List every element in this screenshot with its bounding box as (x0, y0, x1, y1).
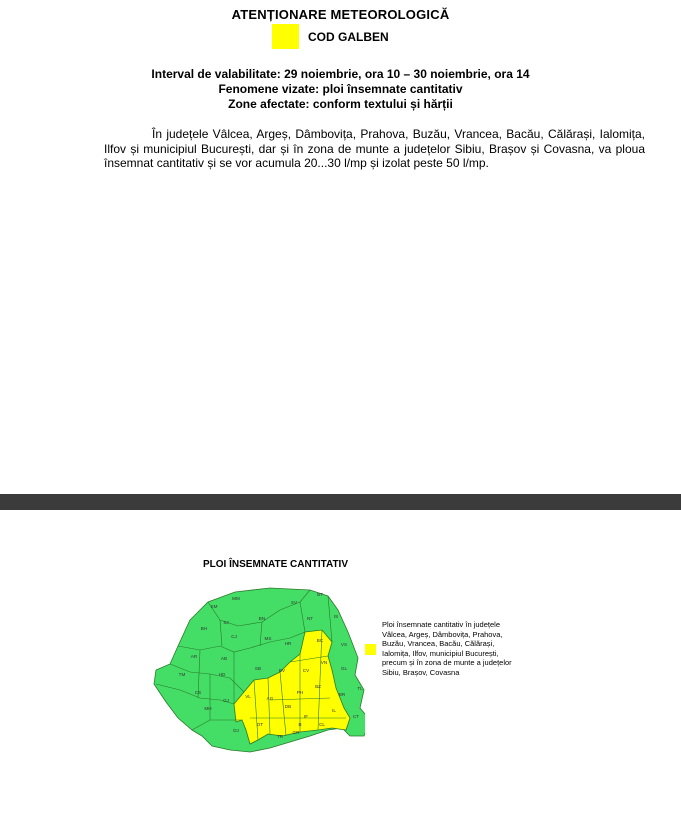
county-code: IL (332, 708, 336, 713)
legend-yellow-swatch (365, 644, 376, 655)
map-page (0, 510, 681, 818)
county-code: GJ (223, 698, 229, 703)
county-code: AB (220, 656, 228, 661)
document-title: ATENȚIONARE METEOROLOGICĂ (231, 7, 450, 22)
county-code: TR (276, 734, 284, 739)
legend-text: Ploi însemnate cantitativ în județele Vâlcea, Argeș, Dâmbovița, Prahova, Buzău, Vrancea, Bacău, Călărași, Ialomița, Ilfov, municipiul București, precum și în zona de munte a județelor Sibiu, Brașov, Covasna (382, 620, 512, 677)
county-code: HR (284, 641, 292, 646)
code-row (0, 24, 681, 50)
county-code: SJ (223, 620, 229, 625)
county-code: MS (264, 636, 272, 641)
county-code: OT (256, 722, 264, 727)
county-code: SV (290, 600, 298, 605)
map-title: PLOI ÎNSEMNATE CANTITATIV (203, 559, 348, 570)
county-code: CL (319, 722, 325, 727)
county-code: TL (357, 686, 363, 691)
county-code: BT (317, 592, 323, 597)
county-code: TM (178, 672, 186, 677)
county-code: BZ (315, 684, 321, 689)
county-code: CJ (231, 634, 237, 639)
county-code: VN (320, 660, 328, 665)
county-code: AG (266, 696, 274, 701)
county-code: IS (333, 614, 339, 619)
county-code: GL (340, 666, 348, 671)
code-label: COD GALBEN (308, 30, 389, 44)
county-code: PH (296, 690, 304, 695)
page-divider (0, 494, 681, 510)
county-code: DJ (233, 728, 239, 733)
county-code: CV (302, 668, 310, 673)
county-code: NT (306, 616, 314, 621)
county-code: BN (258, 616, 266, 621)
yellow-code-swatch (272, 24, 299, 49)
county-code: BR (338, 692, 346, 697)
county-code: MH (204, 706, 212, 711)
county-code: HD (218, 672, 226, 677)
county-code: BC (316, 638, 324, 643)
county-code: DB (284, 704, 292, 709)
county-code: GR (292, 730, 300, 735)
romania-county-map (150, 580, 365, 770)
county-code: BV (278, 668, 286, 673)
county-code: SB (254, 666, 262, 671)
county-code: VL (245, 694, 251, 699)
county-code: B (298, 722, 302, 727)
county-code: BH (200, 626, 208, 631)
phenomena-line: Fenomene vizate: ploi însemnate cantitativ (218, 82, 463, 96)
county-code: MM (232, 596, 240, 601)
county-code: VS (340, 642, 348, 647)
warning-body-text: În județele Vâlcea, Argeș, Dâmbovița, Prahova, Buzău, Vrancea, Bacău, Călărași, Ialomița, Ilfov și municipiul București, dar și în zona de munte a județelor Sibiu, Brașov și Covasna, va ploua însemnat cantitativ și se vor acumula 20...30 l/mp și izolat peste 50 l/mp. (104, 127, 645, 171)
validity-interval: Interval de valabilitate: 29 noiembrie, ora 10 – 30 noiembrie, ora 14 (151, 67, 530, 81)
county-code: SM (210, 604, 218, 609)
county-code: IF (303, 714, 309, 719)
county-code: AR (190, 654, 198, 659)
county-code: CS (194, 690, 202, 695)
affected-zones-line: Zone afectate: conform textului și hărții (228, 97, 453, 111)
county-code: CT (352, 714, 360, 719)
